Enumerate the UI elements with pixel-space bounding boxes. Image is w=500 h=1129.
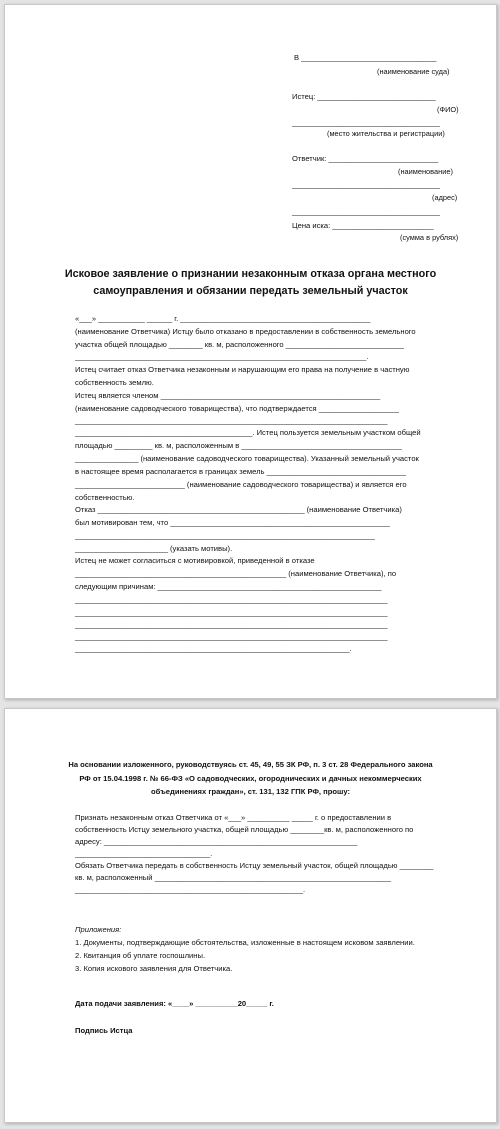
request-heading-line: На основании изложенного, руководствуясь ст. 45, 49, 55 ЗК РФ, п. 3 ст. 28 Федерального закона xyxy=(68,760,433,769)
body-line: __________________________________________. Истец пользуется земельным участком общей xyxy=(75,428,421,437)
request-line: ________________________________. xyxy=(75,849,213,858)
document-page-2 xyxy=(4,708,497,1123)
request-line: адресу: ____________________________________________________________ xyxy=(75,837,358,846)
request-line: собственность Истцу земельного участка, общей площадью ________кв. м, расположенного по xyxy=(75,825,414,834)
body-line: __________________________________________________________________________ xyxy=(75,632,388,641)
body-line: «___» ___________ ______ г. _____________________________________________ xyxy=(75,314,371,323)
appendix-item: 1. Документы, подтверждающие обстоятельства, изложенные в настоящем исковом заявлении. xyxy=(75,938,415,947)
body-line: (наименование Ответчика) Истцу было отказано в предоставлении в собственность земельного xyxy=(75,327,416,336)
body-line: следующим причинам: _____________________________________________________ xyxy=(75,582,382,591)
header-court-caption: (наименование суда) xyxy=(377,67,450,76)
body-line: ______________________ (указать мотивы). xyxy=(75,544,233,553)
body-line: в настоящее время располагается в границах земель _________________________________ xyxy=(75,467,406,476)
header-plaintiff-line: Истец: ____________________________ xyxy=(292,92,436,101)
body-line: _______________ (наименование садоводческого товарищества). Указанный земельный участок xyxy=(75,454,419,463)
plaintiff-signature: Подпись Истца xyxy=(75,1026,133,1035)
header-claim-price-caption: (сумма в рублях) xyxy=(400,233,459,242)
body-line: (наименование садоводческого товарищества), что подтверждается ___________________ xyxy=(75,404,399,413)
filing-date-line: Дата подачи заявления: «____» __________20_____ г. xyxy=(75,999,274,1008)
body-line: Отказ _________________________________________________ (наименование Ответчика) xyxy=(75,505,402,514)
header-residence-caption: (место жительства и регистрации) xyxy=(327,129,445,138)
header-address-line: ___________________________________ xyxy=(292,180,440,189)
request-heading-line: объединениях граждан», ст. 131, 132 ГПК РФ, прошу: xyxy=(151,787,350,796)
header-court-line: В ________________________________ xyxy=(294,53,437,62)
body-line: __________________________________________________________________________ xyxy=(75,416,388,425)
body-line: собственностью. xyxy=(75,493,135,502)
body-line: __________________________________________________________________________ xyxy=(75,595,388,604)
header-claim-price-line: Цена иска: ________________________ xyxy=(292,221,434,230)
body-line: _____________________________________________________________________. xyxy=(75,352,369,361)
request-line: ______________________________________________________. xyxy=(75,885,306,894)
header-blank-line: ___________________________________ xyxy=(292,207,440,216)
document-title-line-2: самоуправления и обязании передать земельный участок xyxy=(93,285,408,297)
header-address-caption: (адрес) xyxy=(432,193,458,202)
body-line: __________________________ (наименование садоводческого товарищества) и является его xyxy=(75,480,407,489)
appendix-title: Приложения: xyxy=(75,925,122,934)
appendix-item: 2. Квитанция об уплате госпошлины. xyxy=(75,951,206,960)
request-line: Обязать Ответчика передать в собственность Истцу земельный участок, общей площадью ________ xyxy=(75,861,434,870)
request-heading-line: РФ от 15.04.1998 г. № 66-ФЗ «О садоводческих, огороднических и дачных некоммерческих xyxy=(79,774,422,783)
document-page-1 xyxy=(4,4,497,699)
body-line: собственность землю. xyxy=(75,378,154,387)
header-residence-line: ___________________________________ xyxy=(292,118,440,127)
body-line: Истец не может согласиться с мотивировкой, приведенной в отказе xyxy=(75,556,315,565)
body-line: участка общей площадью ________ кв. м, расположенного ____________________________ xyxy=(75,340,404,349)
body-line: _______________________________________________________________________ xyxy=(75,531,375,540)
request-line: кв. м, расположенный ________________________________________________________ xyxy=(75,873,392,882)
body-line: __________________________________________________________________________ xyxy=(75,608,388,617)
request-line: Признать незаконным отказ Ответчика от «___» __________ _____ г. о предоставлении в xyxy=(75,813,392,822)
body-line: __________________________________________________________________________ xyxy=(75,620,388,629)
body-line: _________________________________________________________________. xyxy=(75,644,352,653)
header-plaintiff-caption: (ФИО) xyxy=(437,105,459,114)
appendix-item: 3. Копия искового заявления для Ответчика. xyxy=(75,964,233,973)
body-line: был мотивирован тем, что ____________________________________________________ xyxy=(75,518,390,527)
header-defendant-caption: (наименование) xyxy=(398,167,453,176)
body-line: площадью _________ кв. м, расположенным в ______________________________________ xyxy=(75,441,402,450)
document-title-line-1: Исковое заявление о признании незаконным отказа органа местного xyxy=(64,268,437,280)
body-line: Истец является членом ____________________________________________________ xyxy=(75,391,381,400)
header-defendant-line: Ответчик: __________________________ xyxy=(292,154,439,163)
body-line: __________________________________________________ (наименование Ответчика), по xyxy=(75,569,397,578)
body-line: Истец считает отказ Ответчика незаконным и нарушающим его права на получение в частную xyxy=(75,365,410,374)
